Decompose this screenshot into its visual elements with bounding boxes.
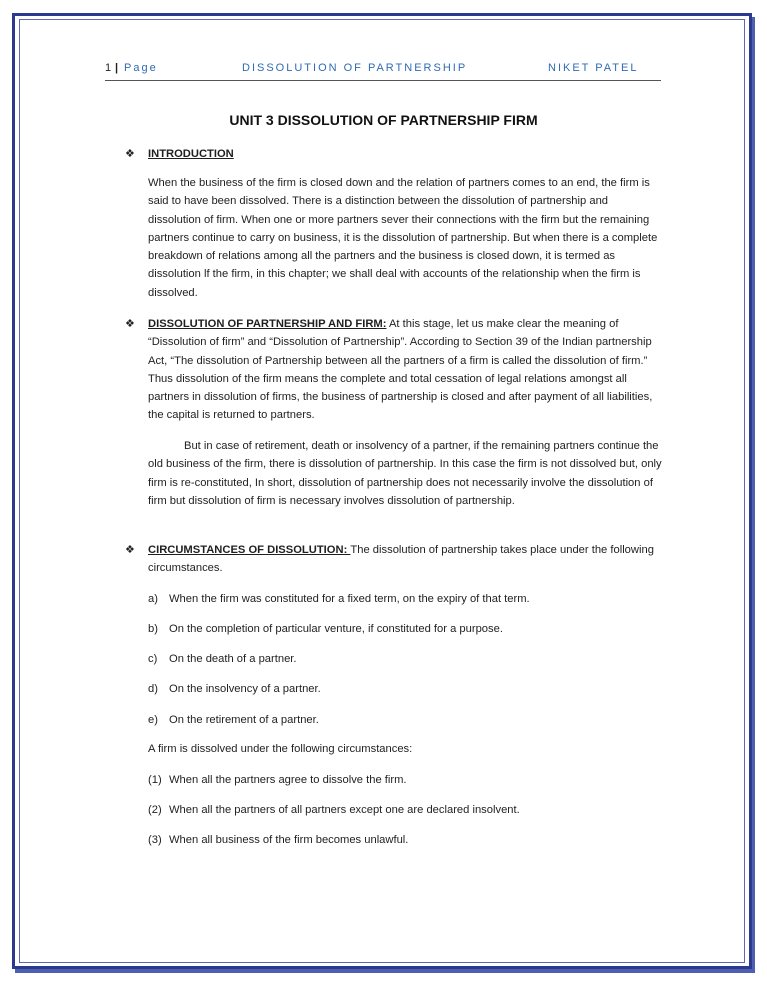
- list-item-text: When all business of the firm becomes unlawful.: [169, 834, 409, 846]
- circumstances-body: The dissolution of partnership takes place under the following circumstances.: [148, 544, 654, 575]
- list-item: [148, 621, 503, 637]
- dissolution-paragraph-2: [148, 437, 663, 510]
- document-title: UNIT 3 DISSOLUTION OF PARTNERSHIP FIRM: [229, 112, 538, 128]
- list-item: [148, 772, 407, 788]
- list-item-label: c): [148, 653, 158, 665]
- list-item: [148, 712, 319, 728]
- list-item-label: (2): [148, 804, 162, 816]
- dissolution-body: At this stage, let us make clear the meaning of “Dissolution of firm” and “Dissolution of Partnership”. According to Section 39 of the Indian partnership Act, “The dissolution of Partnership between all the partners of a firm is called the dissolution of firm.” Thus dissolution of the firm means the complete and total cessation of legal relations amongst all partners in dissolution of firms, the business of partnership is closed and after payment of all liabilities, the capital is returned to partners.: [148, 318, 653, 422]
- diamond-bullet-icon: ❖: [125, 148, 135, 160]
- list-item: [148, 681, 321, 697]
- list-item: [148, 832, 408, 848]
- page-header: [105, 62, 661, 81]
- list-item-label: a): [148, 593, 158, 605]
- dissolution-paragraph: [148, 315, 663, 425]
- page-number: 1: [105, 62, 112, 74]
- list-item-text: On the insolvency of a partner.: [169, 683, 321, 695]
- intro-paragraph: When the business of the firm is closed down and the relation of partners comes to an end, the firm is said to have been dissolved. There is a distinction between the dissolution of partnership and dissolution of firm. When one or more partners sever their connections with the firm but the remaining partners continue to carry on business, it is the dissolution of partnership. But when there is a complete breakdown of relations among all the partners and the business is closed down, it is termed as dissolution lf the firm, in this chapter; we shall deal with accounts of the relationship when the firm is dissolved.: [148, 177, 658, 299]
- list-item-text: When all the partners of all partners except one are declared insolvent.: [169, 804, 520, 816]
- list-item: [148, 591, 530, 607]
- list-item-label: (1): [148, 774, 162, 786]
- list-item-text: On the completion of particular venture, if constituted for a purpose.: [169, 623, 503, 635]
- diamond-bullet-icon: ❖: [125, 318, 135, 330]
- list-item: [148, 651, 297, 667]
- list-item-label: b): [148, 623, 158, 635]
- dissolution-para2-text: But in case of retirement, death or insolvency of a partner, if the remaining partners continue the old business of the firm, there is dissolution of partnership. In this case the firm is not dissolved but, only firm is re-constituted, In short, dissolution of partnership does not necessarily involve the dissolution of firm but dissolution of firm is necessary involves dissolution of partnership.: [148, 440, 662, 507]
- list-item-text: When the firm was constituted for a fixed term, on the expiry of that term.: [169, 593, 530, 605]
- intro-heading-block: [148, 145, 663, 163]
- diamond-bullet-icon: ❖: [125, 544, 135, 556]
- page-label: Page: [124, 62, 158, 74]
- list-item-label: e): [148, 714, 158, 726]
- circumstances-paragraph: [148, 541, 663, 578]
- firm-intro: A firm is dissolved under the following circumstances:: [148, 743, 413, 755]
- list-item-text: On the death of a partner.: [169, 653, 297, 665]
- header-separator: |: [115, 62, 121, 74]
- list-item-text: On the retirement of a partner.: [169, 714, 319, 726]
- list-item: [148, 802, 520, 818]
- circumstances-heading: CIRCUMSTANCES OF DISSOLUTION:: [148, 544, 351, 556]
- header-title: DISSOLUTION OF PARTNERSHIP: [242, 62, 468, 74]
- list-item-label: (3): [148, 834, 162, 846]
- intro-heading: INTRODUCTION: [148, 148, 234, 160]
- header-author: NIKET PATEL: [548, 62, 639, 74]
- list-item-label: d): [148, 683, 158, 695]
- list-item-text: When all the partners agree to dissolve the firm.: [169, 774, 407, 786]
- dissolution-heading: DISSOLUTION OF PARTNERSHIP AND FIRM:: [148, 318, 387, 330]
